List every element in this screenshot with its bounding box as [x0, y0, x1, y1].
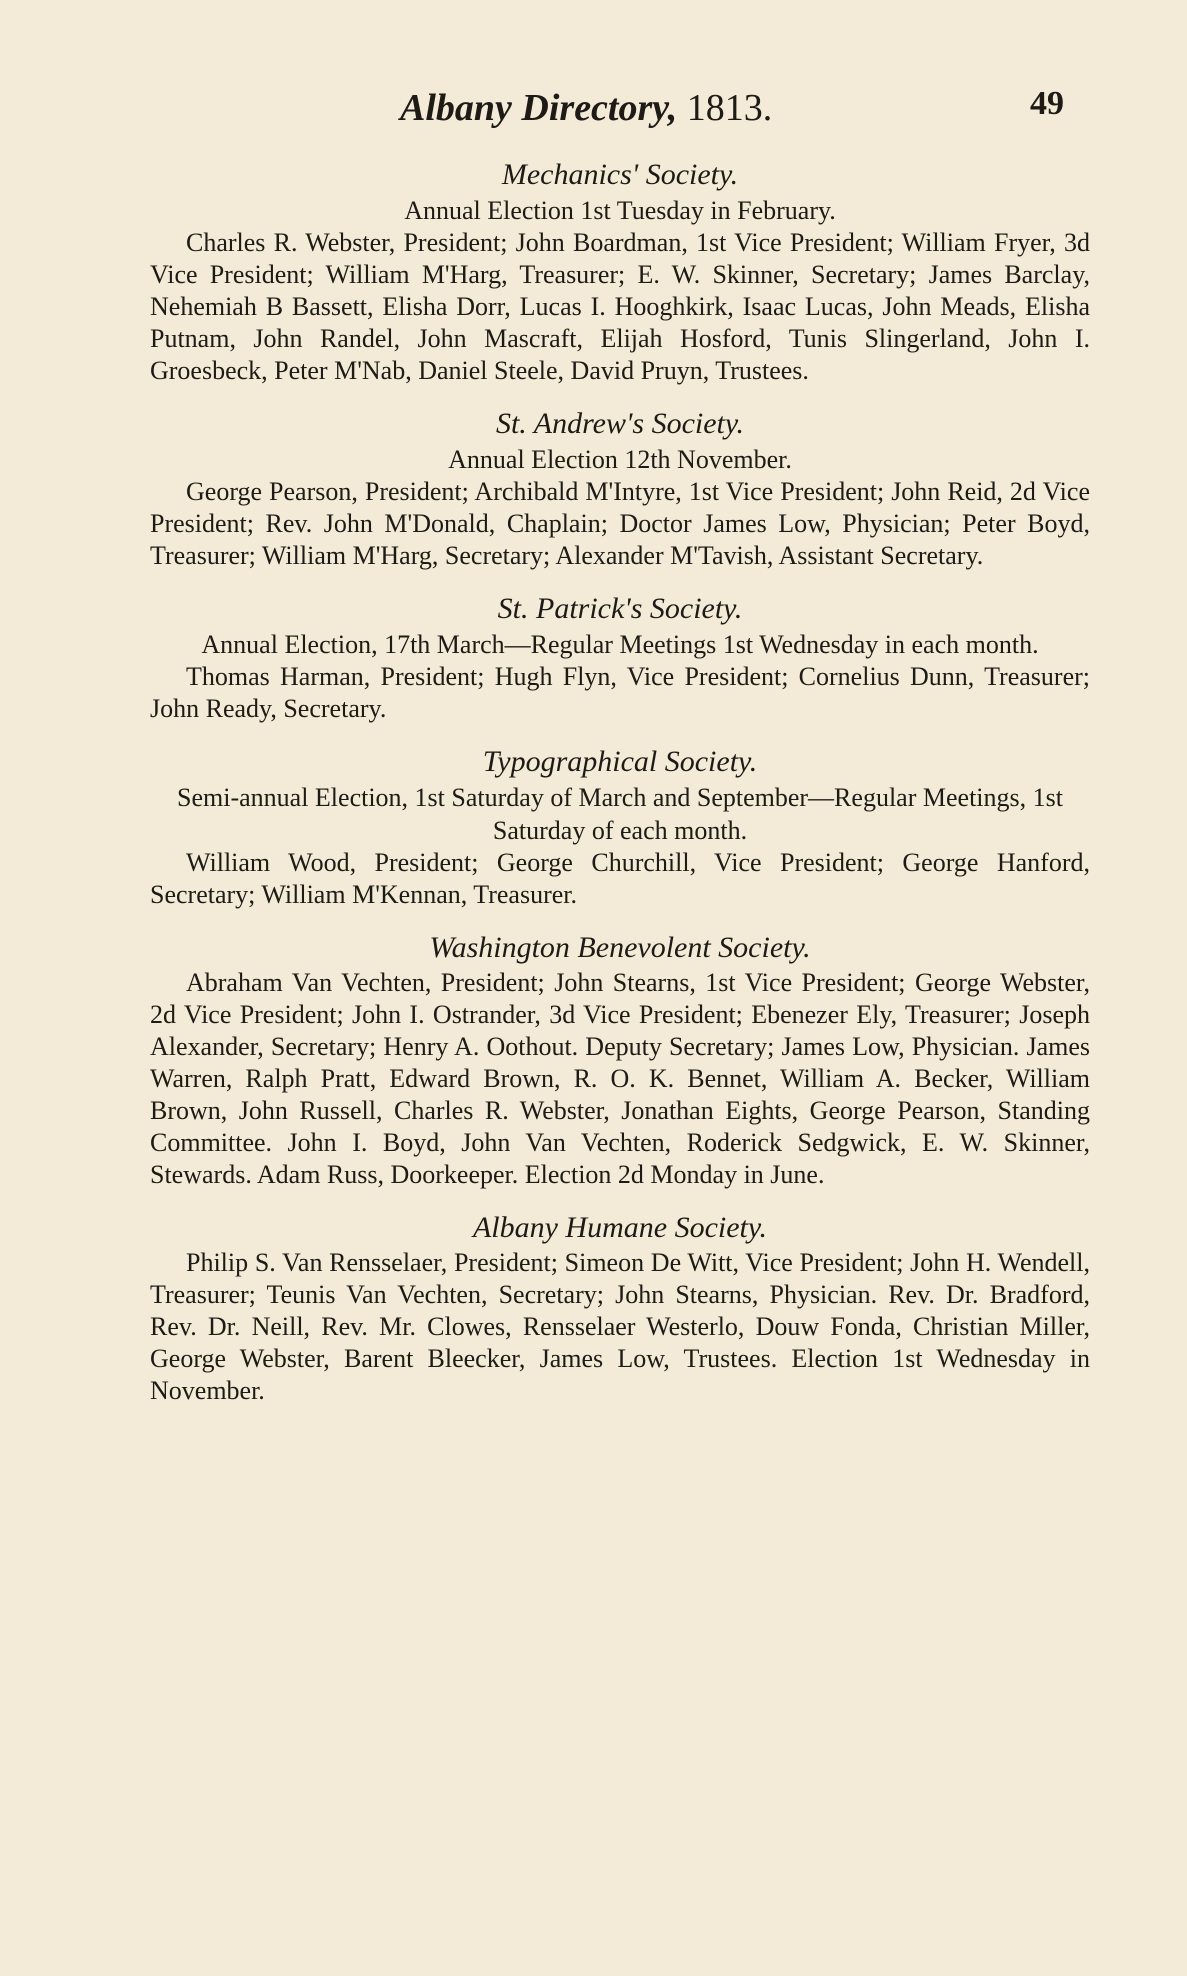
section-title: St. Andrew's Society.: [495, 407, 745, 440]
election-note: Semi-annual Election, 1st Saturday of March and September—Regular Meetings, 1st Saturday of each month.: [177, 783, 1063, 845]
section-st-andrews-society: [150, 407, 1090, 572]
section-title: Typographical Society.: [482, 745, 758, 778]
member-list: Charles R. Webster, President; John Boardman, 1st Vice President; William Fryer, 3d Vice President; William M'Harg, Treasurer; E. W. Skinner, Secretary; James Barclay, Nehemiah B Bassett, Elisha Dorr, Lucas I. Hooghkirk, Isaac Lucas, John Meads, Elisha Putnam, John Randel, John Mascraft, Elijah Hosford, Tunis Slingerland, John I. Groesbeck, Peter M'Nab, Daniel Steele, David Pruyn, Trustees.: [150, 228, 1090, 385]
section-albany-humane-society: [150, 1211, 1090, 1407]
section-st-patricks-society: [150, 592, 1090, 725]
member-list: Abraham Van Vechten, President; John Stearns, 1st Vice President; George Webster, 2d Vice President; John I. Ostrander, 3d Vice President; Ebenezer Ely, Treasurer; Joseph Alexander, Secretary; Henry A. Oothout. Deputy Secretary; James Low, Physician. James Warren, Ralph Pratt, Edward Brown, R. O. K. Bennet, William A. Becker, William Brown, John Russell, Charles R. Webster, Jonathan Eights, George Pearson, Standing Committee. John I. Boyd, John Van Vechten, Roderick Sedgwick, E. W. Skinner, Stewards. Adam Russ, Doorkeeper. Election 2d Monday in June.: [150, 968, 1090, 1189]
election-note: Annual Election 12th November.: [448, 445, 792, 474]
member-list: William Wood, President; George Churchill, Vice President; George Hanford, Secretary; William M'Kennan, Treasurer.: [150, 848, 1090, 909]
election-note: Annual Election 1st Tuesday in February.: [404, 196, 836, 225]
running-head-title: Albany Directory,: [400, 87, 678, 129]
page-content: [150, 158, 1090, 1427]
member-list: Thomas Harman, President; Hugh Flyn, Vice President; Cornelius Dunn, Treasurer; John Ready, Secretary.: [150, 662, 1090, 723]
member-list: Philip S. Van Rensselaer, President; Simeon De Witt, Vice President; John H. Wendell, Treasurer; Teunis Van Vechten, Secretary; John Stearns, Physician. Rev. Dr. Bradford, Rev. Dr. Neill, Rev. Mr. Clowes, Rensselaer Westerlo, Douw Fonda, Christian Miller, George Webster, Barent Bleecker, James Low, Trustees. Election 1st Wednesday in November.: [150, 1248, 1090, 1405]
section-typographical-society: [150, 745, 1090, 911]
election-note: Annual Election, 17th March—Regular Meetings 1st Wednesday in each month.: [201, 630, 1039, 659]
running-head-year: 1813.: [686, 87, 773, 129]
section-title: St. Patrick's Society.: [497, 592, 743, 625]
member-list: George Pearson, President; Archibald M'Intyre, 1st Vice President; John Reid, 2d Vice President; Rev. John M'Donald, Chaplain; Doctor James Low, Physician; Peter Boyd, Treasurer; William M'Harg, Secretary; Alexander M'Tavish, Assistant Secretary.: [150, 477, 1090, 570]
page-number: 49: [1030, 85, 1064, 122]
section-mechanics-society: [150, 158, 1090, 387]
section-title: Albany Humane Society.: [472, 1211, 768, 1244]
section-title: Mechanics' Society.: [501, 158, 739, 191]
running-head: [400, 86, 772, 130]
section-washington-benevolent-society: [150, 931, 1090, 1191]
section-title: Washington Benevolent Society.: [429, 931, 811, 964]
